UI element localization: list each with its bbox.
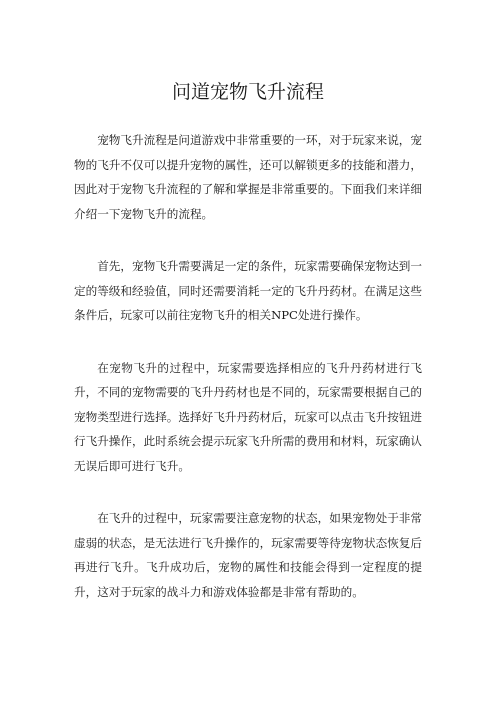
document-title: 问道宠物飞升流程 — [171, 81, 324, 103]
paragraph: 宠物飞升流程是问道游戏中非常重要的一环，对于玩家来说，宠物的飞升不仅可以提升宠物的属性，还可以解锁更多的技能和潜力，因此对于宠物飞升流程的了解和掌握是非常重要的。下面我们来详细介绍一下宠物飞升的流程。 — [74, 133, 422, 221]
paragraph: 首先，宠物飞升需要满足一定的条件，玩家需要确保宠物达到一定的等级和经验值，同时还需要消耗一定的飞升丹药材。在满足这些条件后，玩家可以前往宠物飞升的相关NPC处进行操作。 — [74, 259, 422, 322]
paragraph: 在飞升的过程中，玩家需要注意宠物的状态，如果宠物处于非常虚弱的状态，是无法进行飞升操作的，玩家需要等待宠物状态恢复后再进行飞升。飞升成功后，宠物的属性和技能会得到一定程度的提升，这对于玩家的战斗力和游戏体验都是非常有帮助的。 — [74, 511, 422, 599]
document-body — [74, 128, 422, 632]
paragraph: 在宠物飞升的过程中，玩家需要选择相应的飞升丹药材进行飞升，不同的宠物需要的飞升丹药材也是不同的，玩家需要根据自己的宠物类型进行选择。选择好飞升丹药材后，玩家可以点击飞升按钮进行飞升操作，此时系统会提示玩家飞升所需的费用和材料，玩家确认无误后即可进行飞升。 — [74, 360, 422, 473]
